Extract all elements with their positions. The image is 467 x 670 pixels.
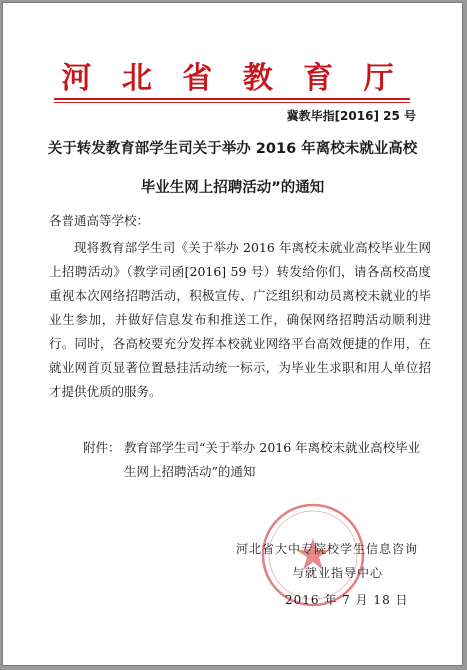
salutation: 各普通高等学校：: [49, 213, 150, 228]
signature-organization-cont: 与就业指导中心: [292, 566, 384, 580]
signature-date: 2016 年 7 月 18 日: [285, 593, 409, 607]
signature-organization: 河北省大中专院校学生信息咨询: [236, 542, 419, 556]
attachment-text: 教育部学生司“关于举办 2016 年离校未就业高校毕业生网上招聘活动”的通知: [124, 440, 421, 479]
letterhead-title: 河 北 省 教 育 厅: [61, 61, 404, 96]
letterhead-rule-thick: [54, 98, 410, 100]
body-paragraph: 现将教育部学生司《关于举办 2016 年离校未就业高校毕业生网上招聘活动》（教学司函[2016] 59 号）转发给你们，请各高校高度重视本次网络招聘活动，积极宣传、广泛组织和动员离校未就业的毕业生参加，并做好信息发布和推送工作，确保网络招聘活动顺利进行。同时，各高校要充分发挥本校就业网络平台高效便捷的作用，在就业网首页显著位置悬挂活动统一标示，为毕业生求职和用人单位招才提供优质的服务。: [49, 240, 431, 399]
document-title-line-1: 关于转发教育部学生司关于举办 2016 年离校未就业高校: [47, 141, 418, 157]
letterhead-rule-thin: [54, 102, 410, 103]
attachment-label: 附件：: [83, 440, 121, 455]
document-page: [2, 2, 463, 666]
document-title-line-2: 毕业生网上招聘活动”的通知: [140, 180, 325, 196]
document-number: 冀教毕指[2016] 25 号: [286, 109, 416, 123]
